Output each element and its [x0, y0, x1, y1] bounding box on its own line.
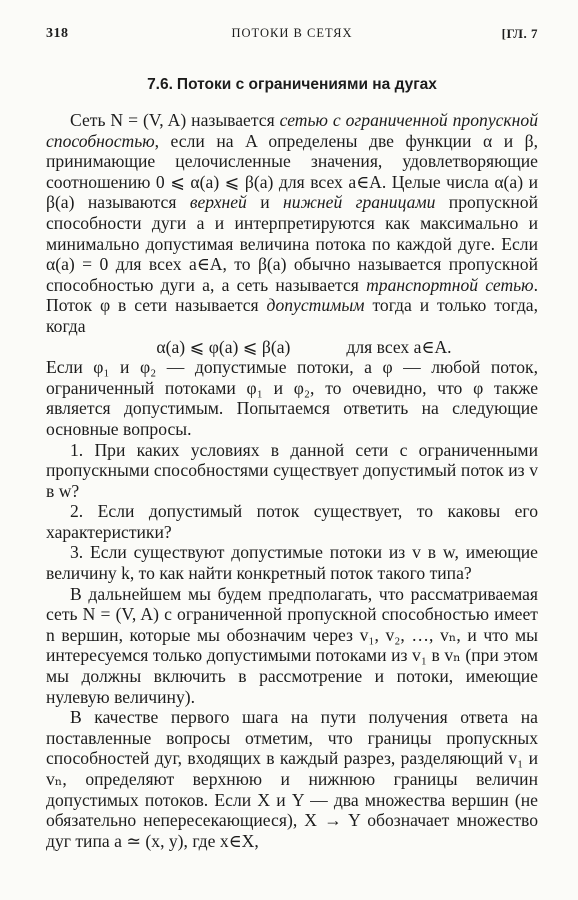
section-number: 7.6. [147, 76, 173, 93]
text-run: . Поток φ в сети называется [46, 274, 538, 316]
section-heading: Потоки с ограничениями на дугах [176, 76, 437, 93]
paragraph-flows: Если φ₁ и φ₂ — допустимые потоки, а φ — любой поток, ограниченный потоками φ₁ и φ₂, то очевидно, что φ также является допустимым. Попытаемся ответить на следующие основные вопросы. [46, 357, 538, 439]
display-formula [46, 337, 538, 358]
text-run: Сеть N = (V, A) называется [70, 110, 280, 130]
formula: α(a) ⩽ φ(a) ⩽ β(a) [156, 336, 291, 357]
page-number: 318 [46, 26, 69, 41]
question-2: 2. Если допустимый поток существует, то каковы его характеристики? [46, 501, 538, 542]
term-lower-bounds: нижней границами [283, 192, 436, 213]
text-run: пропускной способности дуги a и интерпретируются как максимально и минимально допустимая величина потока по каждой дуге. Если α(a) = 0 для всех a∈A, то β(a) обычно называется пропускной способностью дуги a, а сеть называется [46, 192, 538, 295]
chapter-label: [ГЛ. 7 [501, 26, 538, 41]
text-run: и [246, 192, 284, 213]
page [46, 26, 538, 851]
section-title [46, 76, 538, 94]
body-text [46, 110, 538, 851]
term-transport-network: транспортной сетью [366, 274, 534, 295]
formula-condition: для всех a∈A. [346, 336, 452, 357]
term-upper: верхней [189, 192, 247, 213]
text-run: тогда и только тогда, когда [46, 295, 538, 336]
running-head [46, 26, 538, 48]
running-title: ПОТОКИ В СЕТЯХ [231, 26, 353, 40]
paragraph-definition [46, 110, 538, 337]
paragraph-first-step: В качестве первого шага на пути получения ответа на поставленные вопросы отметим, что границы пропускных способностей дуг, входящих в каждый разрез, разделяющий v₁ и vₙ, определяют верхнюю и нижнюю границы величин допустимых потоков. Если X и Y — два множества вершин (не обязательно непересекающиеся), X → Y обозначает множество дуг типа a ≃ (x, y), где x∈X, [46, 707, 538, 851]
question-3: 3. Если существуют допустимые потоки из v в w, имеющие величину k, то как найти конкретный поток такого типа? [46, 542, 538, 584]
text-run: , если на A определены две функции α и β, принимающие целочисленные значения, удовлетворяющие соотношению 0 ⩽ α(a) ⩽ β(a) для всех a∈A. Целые числа α(a) и β(a) называются [46, 130, 538, 213]
question-1: 1. При каких условиях в данной сети с ограниченными пропускными способностями существует допустимый поток из v в w? [46, 439, 538, 501]
paragraph-assumptions: В дальнейшем мы будем предполагать, что рассматриваемая сеть N = (V, A) с ограниченной пропускной способностью имеет n вершин, которые мы обозначим через v₁, v₂, …, vₙ, и что мы интересуемся только допустимыми потоками из v₁ в vₙ (при этом мы должны включить в рассмотрение и потоки, имеющие нулевую величину). [46, 583, 538, 707]
term-bounded-network: сетью с ограниченной пропускной способностью [46, 110, 538, 151]
term-admissible: допустимым [266, 295, 365, 316]
